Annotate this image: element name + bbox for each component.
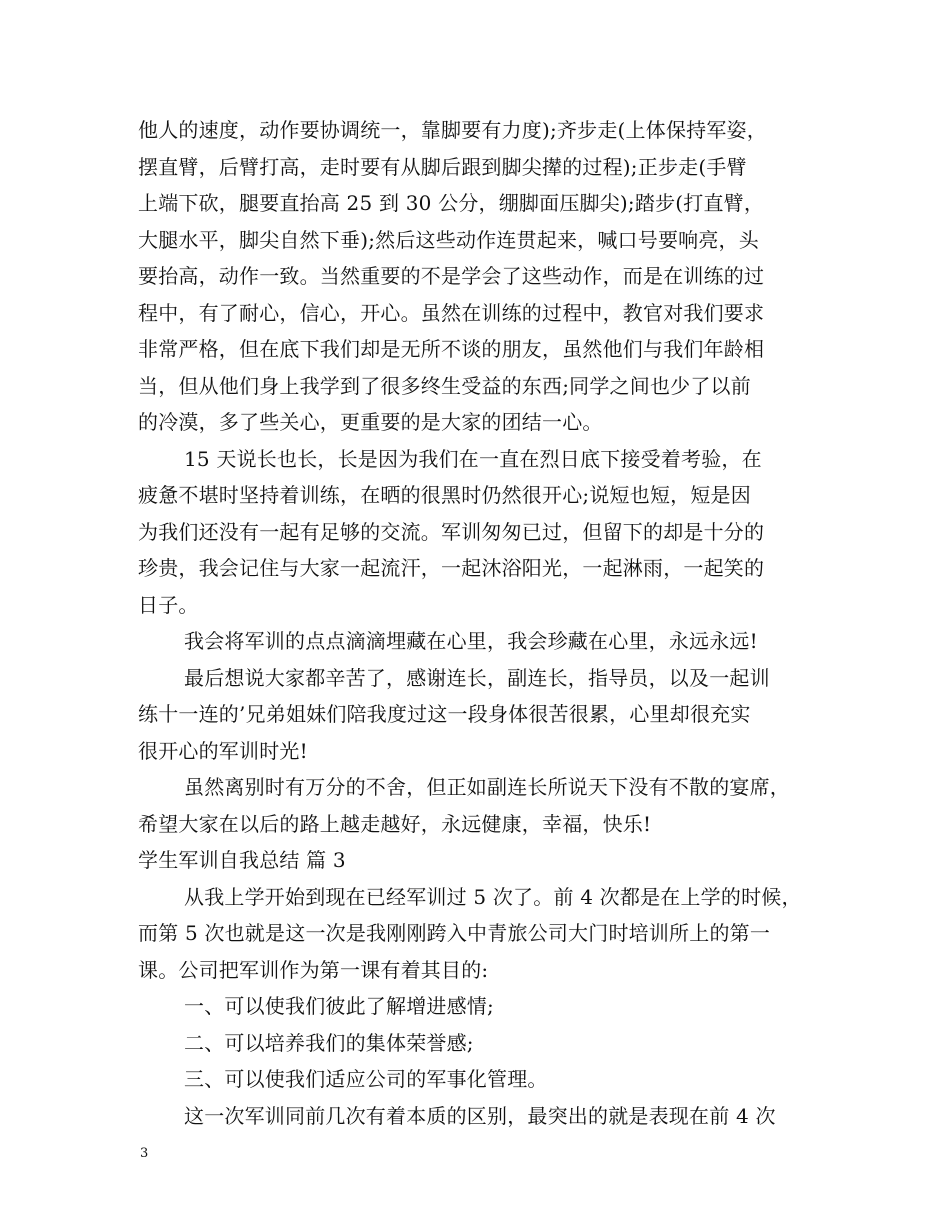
- document-body: [138, 112, 818, 1134]
- text-line: 他人的速度，动作要协调统一，靠脚要有力度);齐步走(上体保持军姿，: [138, 118, 767, 142]
- section-heading: 学生军训自我总结 篇 3: [138, 848, 346, 872]
- text-line: 疲惫不堪时坚持着训练，在晒的很黑时仍然很开心;说短也短，短是因: [138, 483, 751, 507]
- paragraph-start-line: 虽然离别时有万分的不舍，但正如副连长所说天下没有不散的宴席，: [184, 775, 790, 799]
- paragraph-start-line: 我会将军训的点点滴滴埋藏在心里，我会珍藏在心里，永远永远!: [184, 629, 758, 653]
- text-line: 摆直臂，后臂打高，走时要有从脚后跟到脚尖撵的过程);正步走(手臂: [138, 154, 747, 179]
- text-line: 大腿水平，脚尖自然下垂);然后这些动作连贯起来，喊口号要响亮，头: [138, 227, 759, 252]
- text-line: 上端下砍，腿要直抬高 25 到 30 公分，绷脚面压脚尖);踏步(打直臂，: [138, 191, 765, 215]
- text-line: 非常严格，但在底下我们却是无所不谈的朋友，虽然他们与我们年龄相: [138, 337, 765, 361]
- text-line: 要抬高，动作一致。当然重要的不是学会了这些动作，而是在训练的过: [138, 264, 765, 288]
- text-line: 课。公司把军训作为第一课有着其目的:: [138, 957, 489, 982]
- text-line: 希望大家在以后的路上越走越好，永远健康，幸福，快乐!: [138, 811, 652, 836]
- paragraph-start-line: 15 天说长也长，长是因为我们在一直在烈日底下接受着考验，在: [184, 446, 762, 471]
- text-line: 练十一连的’兄弟姐妹们陪我度过这一段身体很苦很累，心里却很充实: [138, 702, 751, 726]
- list-item: 二、可以培养我们的集体荣誉感;: [184, 1030, 474, 1055]
- text-line: 而第 5 次也就是这一次是我刚刚跨入中青旅公司大门时培训所上的第一: [138, 921, 771, 945]
- text-line: 的冷漠，多了些关心，更重要的是大家的团结一心。: [138, 410, 603, 434]
- list-item: 一、可以使我们彼此了解增进感情;: [184, 994, 494, 1018]
- text-line: 程中，有了耐心，信心，开心。虽然在训练的过程中，教官对我们要求: [138, 300, 765, 325]
- text-line: 日子。: [138, 592, 199, 617]
- paragraph-start-line: 最后想说大家都辛苦了，感谢连长，副连长，指导员，以及一起训: [184, 665, 770, 690]
- text-line: 很开心的军训时光!: [138, 738, 308, 763]
- list-item: 三、可以使我们适应公司的军事化管理。: [184, 1067, 548, 1091]
- paragraph-start-line: 这一次军训同前几次有着本质的区别，最突出的就是表现在前 4 次: [184, 1103, 776, 1128]
- paragraph-start-line: 从我上学开始到现在已经军训过 5 次了。前 4 次都是在上学的时候，: [184, 884, 802, 909]
- page-number: 3: [140, 1146, 149, 1161]
- text-line: 为我们还没有一起有足够的交流。军训匆匆已过，但留下的却是十分的: [138, 519, 765, 544]
- text-line: 珍贵，我会记住与大家一起流汗，一起沐浴阳光，一起淋雨，一起笑的: [138, 556, 765, 580]
- text-line: 当，但从他们身上我学到了很多终生受益的东西;同学之间也少了以前: [138, 373, 751, 398]
